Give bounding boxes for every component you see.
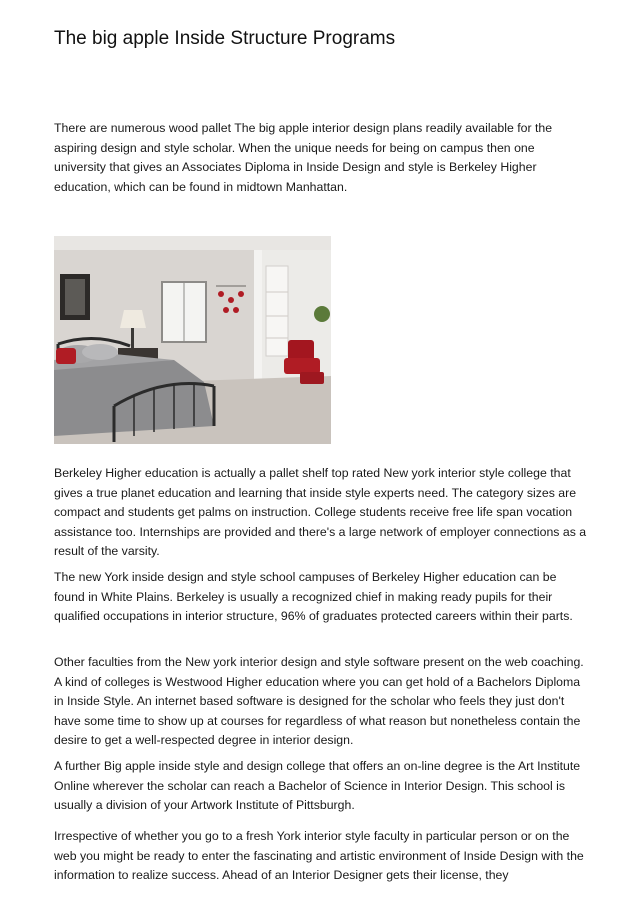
paragraph: Irrespective of whether you go to a fresh York interior style faculty in particular person or on the web you might be ready to enter the fascinating and artistic environment of Inside Design with the information to realize success. Ahead of an Interior Designer gets their license, they xyxy=(54,829,584,882)
paragraph: There are numerous wood pallet The big apple interior design plans readily available for the aspiring design and style scholar. When the unique needs for being on campus then one university that gives an Associates Diploma in Inside Design and style is Berkeley Higher education, which can be found in midtown Manhattan. xyxy=(54,121,553,194)
paragraph: Berkeley Higher education is actually a pallet shelf top rated New york interior style college that gives a true planet education and learning that inside style experts need. The category sizes are compact and students get palms on instruction. College students receive free life span vocation assistance too. Internships are provided and there's a large network of employer connections as a result of the varsity. xyxy=(54,466,587,558)
paragraph: A further Big apple inside style and design college that offers an on-line degree is the Art Institute Online wherever the scholar can reach a Bachelor of Science in Interior Design. This school is usually a division of your Artwork Institute of Pittsburgh. xyxy=(54,759,581,812)
paragraph: The new York inside design and style school campuses of Berkeley Higher education can be found in White Plains. Berkeley is usually a recognized chief in making ready pupils for their qualified occupations in interior structure, 96% of graduates protected careers within their parts. xyxy=(54,570,573,623)
paragraph: Other faculties from the New york interior design and style software present on the web coaching. A kind of colleges is Westwood Higher education where you can get hold of a Bachelors Diploma in Inside Style. An internet based software is designed for the scholar who feels they just don't have some time to show up at courses for regardless of what reason but nonetheless contain the desire to get a well-respected degree in interior design. xyxy=(54,655,584,747)
bedroom-photo xyxy=(54,236,331,444)
page-title: The big apple Inside Structure Programs xyxy=(54,28,396,49)
